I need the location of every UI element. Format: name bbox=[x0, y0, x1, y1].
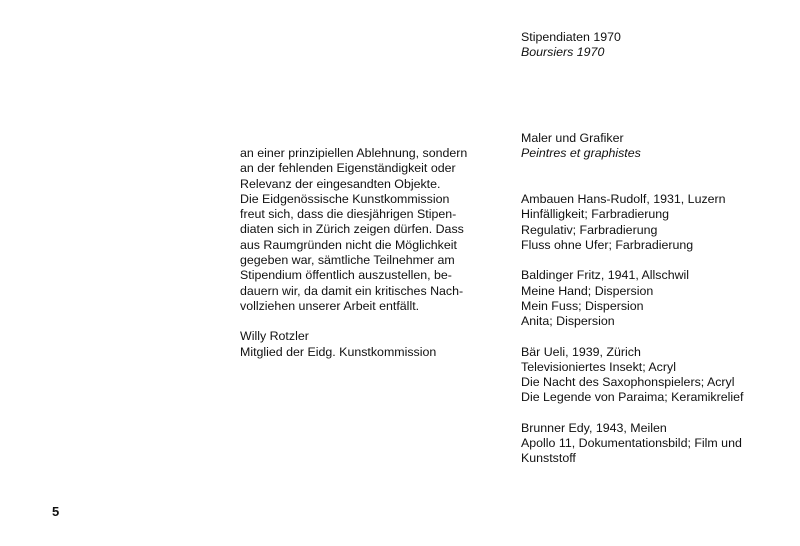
intro-line: Die Eidgenössische Kunstkommission bbox=[240, 191, 450, 206]
intro-line: gegeben war, sämtliche Teilnehmer am bbox=[240, 253, 455, 268]
intro-line: dauern wir, da damit ein kritisches Nach- bbox=[240, 283, 464, 298]
page-number: 5 bbox=[52, 504, 60, 519]
artist-entry bbox=[521, 345, 791, 406]
artist-entry bbox=[521, 192, 791, 253]
artist-work: Fluss ohne Ufer; Farbradierung bbox=[521, 238, 694, 253]
artist-name: Bär Ueli, 1939, Zürich bbox=[521, 344, 641, 359]
intro-text-column bbox=[240, 146, 502, 360]
category-title-de: Maler und Grafiker bbox=[521, 130, 624, 145]
intro-line: diaten sich in Zürich zeigen dürfen. Dass bbox=[240, 222, 464, 237]
artist-work: Hinfälligkeit; Farbradierung bbox=[521, 207, 670, 222]
artist-entry bbox=[521, 268, 791, 329]
category-title-fr: Peintres et graphistes bbox=[521, 145, 641, 160]
artist-list-column bbox=[521, 30, 791, 467]
artist-work: Regulativ; Farbradierung bbox=[521, 222, 658, 237]
artist-work: Die Legende von Paraima; Keramikrelief bbox=[521, 390, 744, 405]
intro-line: aus Raumgründen nicht die Möglichkeit bbox=[240, 237, 457, 252]
artist-work: Meine Hand; Dispersion bbox=[521, 283, 654, 298]
artist-name: Baldinger Fritz, 1941, Allschwil bbox=[521, 268, 690, 283]
artist-work: Televisioniertes Insekt; Acryl bbox=[521, 359, 676, 374]
intro-line: an der fehlenden Eigenständigkeit oder bbox=[240, 161, 456, 176]
signature-name: Willy Rotzler bbox=[240, 329, 309, 344]
signature-role: Mitglied der Eidg. Kunstkommission bbox=[240, 344, 437, 359]
intro-line: freut sich, dass die diesjährigen Stipen- bbox=[240, 207, 457, 222]
artist-work: Die Nacht des Saxophonspielers; Acryl bbox=[521, 375, 735, 390]
intro-line: Relevanz der eingesandten Objekte. bbox=[240, 176, 441, 191]
intro-line: Stipendium öffentlich auszustellen, be- bbox=[240, 268, 452, 283]
artist-work: Anita; Dispersion bbox=[521, 314, 615, 329]
artist-name: Ambauen Hans-Rudolf, 1931, Luzern bbox=[521, 192, 726, 207]
artist-work: Apollo 11, Dokumentationsbild; Film und bbox=[521, 436, 742, 451]
section-title-de: Stipendiaten 1970 bbox=[521, 30, 621, 44]
artist-work: Kunststoff bbox=[521, 451, 576, 466]
artist-entry bbox=[521, 421, 791, 467]
section-title-fr: Boursiers 1970 bbox=[521, 45, 605, 60]
artist-name: Brunner Edy, 1943, Meilen bbox=[521, 420, 667, 435]
intro-line: vollziehen unserer Arbeit entfällt. bbox=[240, 298, 420, 313]
intro-line: an einer prinzipiellen Ablehnung, sondern bbox=[240, 146, 468, 160]
artist-work: Mein Fuss; Dispersion bbox=[521, 298, 644, 313]
